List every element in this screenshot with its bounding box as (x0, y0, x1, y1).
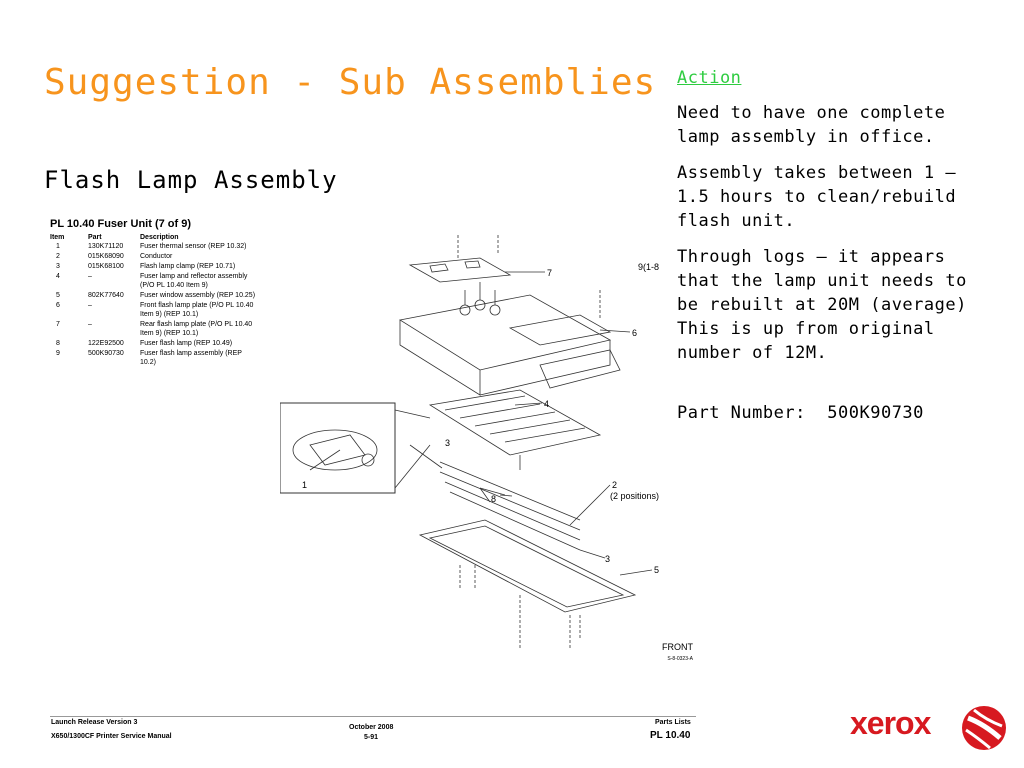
callout-2: 2 (612, 480, 618, 490)
part-cell: – (88, 321, 92, 328)
description-cell: Flash lamp clamp (REP 10.71) (140, 263, 236, 270)
part-cell: 015K68100 (88, 263, 124, 270)
slide-subtitle: Flash Lamp Assembly (44, 166, 338, 194)
item-cell: 7 (56, 321, 60, 328)
callout-1: 1 (302, 480, 308, 490)
callout-6: 6 (632, 328, 638, 338)
callout-3b: 3 (605, 554, 611, 564)
callout-leaders (310, 272, 652, 575)
note-paragraph: Need to have one complete lamp assembly in office. (677, 103, 957, 147)
notes-panel (677, 66, 1000, 437)
table-row (50, 272, 264, 291)
part-cell: 015K68090 (88, 253, 124, 260)
part-cell: 500K90730 (88, 350, 124, 357)
callout-8: 8 (491, 494, 497, 504)
note-paragraph: Through logs – it appears that the lamp unit needs to be rebuilt at 20M (average) This is up from original number of 12M. (677, 247, 1000, 363)
description-cell: Conductor (140, 253, 173, 260)
description-cell: Rear flash lamp plate (P/O PL 10.40 Item 9) (REP 10.1) (140, 321, 253, 337)
column-header-part: Part (88, 234, 102, 241)
item-cell: 4 (56, 273, 60, 280)
parts-table (50, 234, 264, 368)
table-row (50, 320, 264, 339)
item-cell: 3 (56, 263, 60, 270)
xerox-sphere-icon (960, 704, 1008, 752)
table-row (50, 291, 264, 301)
flash-lamps-drawing (440, 462, 580, 550)
note-paragraph: Assembly takes between 1 – 1.5 hours to clean/rebuild flash unit. (677, 163, 967, 231)
table-row (50, 262, 264, 272)
parts-list-title: PL 10.40 Fuser Unit (7 of 9) (50, 218, 192, 230)
description-cell: Front flash lamp plate (P/O PL 10.40 Item 9) (REP 10.1) (140, 302, 254, 318)
reflector-assembly-drawing (430, 390, 600, 470)
description-cell: Fuser lamp and reflector assembly (P/O PL 10.40 Item 9) (140, 273, 248, 289)
footer-section: Parts Lists (655, 719, 691, 726)
part-cell: 802K77640 (88, 292, 124, 299)
figure-code: S-8-0323-A (667, 656, 693, 660)
front-lamp-plate-drawing (510, 315, 620, 388)
table-header-row (50, 234, 264, 242)
fuser-window-drawing (420, 520, 635, 650)
footer-manual-title: X650/1300CF Printer Service Manual (51, 733, 172, 740)
assembly-ref: 9(1-8 (638, 262, 660, 272)
column-header-item: Item (50, 234, 65, 241)
exploded-assembly-diagram (280, 220, 700, 660)
description-cell: Fuser flash lamp (REP 10.49) (140, 340, 233, 347)
table-row (50, 349, 264, 368)
lamp-housing-drawing (400, 282, 610, 395)
footer-rule (50, 716, 696, 717)
callout-7: 7 (547, 268, 553, 278)
item-cell: 2 (56, 253, 60, 260)
table-row (50, 339, 264, 349)
xerox-logo-text: xerox (850, 705, 931, 741)
front-label: FRONT (662, 642, 693, 652)
callout-5: 5 (654, 565, 660, 575)
callout-3: 3 (445, 438, 451, 448)
item-cell: 1 (56, 243, 60, 250)
diagram-labels (302, 262, 693, 652)
item-cell: 5 (56, 292, 60, 299)
column-header-description: Description (140, 234, 179, 241)
item-cell: 8 (56, 340, 60, 347)
callout-4: 4 (544, 399, 550, 409)
slide-title: Suggestion - Sub Assemblies (44, 62, 657, 103)
description-cell: Fuser flash lamp assembly (REP 10.2) (140, 350, 242, 366)
footer-pl-number: PL 10.40 (650, 730, 691, 741)
callout-2-positions: (2 positions) (610, 491, 660, 501)
item-cell: 6 (56, 302, 60, 309)
table-row (50, 252, 264, 262)
item-cell: 9 (56, 350, 60, 357)
footer-date: October 2008 (349, 724, 394, 731)
screw-drawing (458, 235, 600, 320)
part-cell: 130K71120 (88, 243, 124, 250)
part-number-text: Part Number: 500K90730 (677, 403, 924, 423)
part-cell: – (88, 273, 92, 280)
part-cell: – (88, 302, 92, 309)
part-cell: 122E92500 (88, 340, 124, 347)
footer-page: 5-91 (364, 734, 379, 741)
action-link[interactable]: Action (677, 68, 742, 88)
rear-lamp-plate-drawing (410, 258, 510, 282)
footer-version: Launch Release Version 3 (51, 719, 138, 726)
service-manual-page (40, 210, 705, 750)
description-cell: Fuser window assembly (REP 10.25) (140, 292, 256, 299)
description-cell: Fuser thermal sensor (REP 10.32) (140, 243, 247, 250)
table-row (50, 242, 264, 252)
table-row (50, 301, 264, 320)
